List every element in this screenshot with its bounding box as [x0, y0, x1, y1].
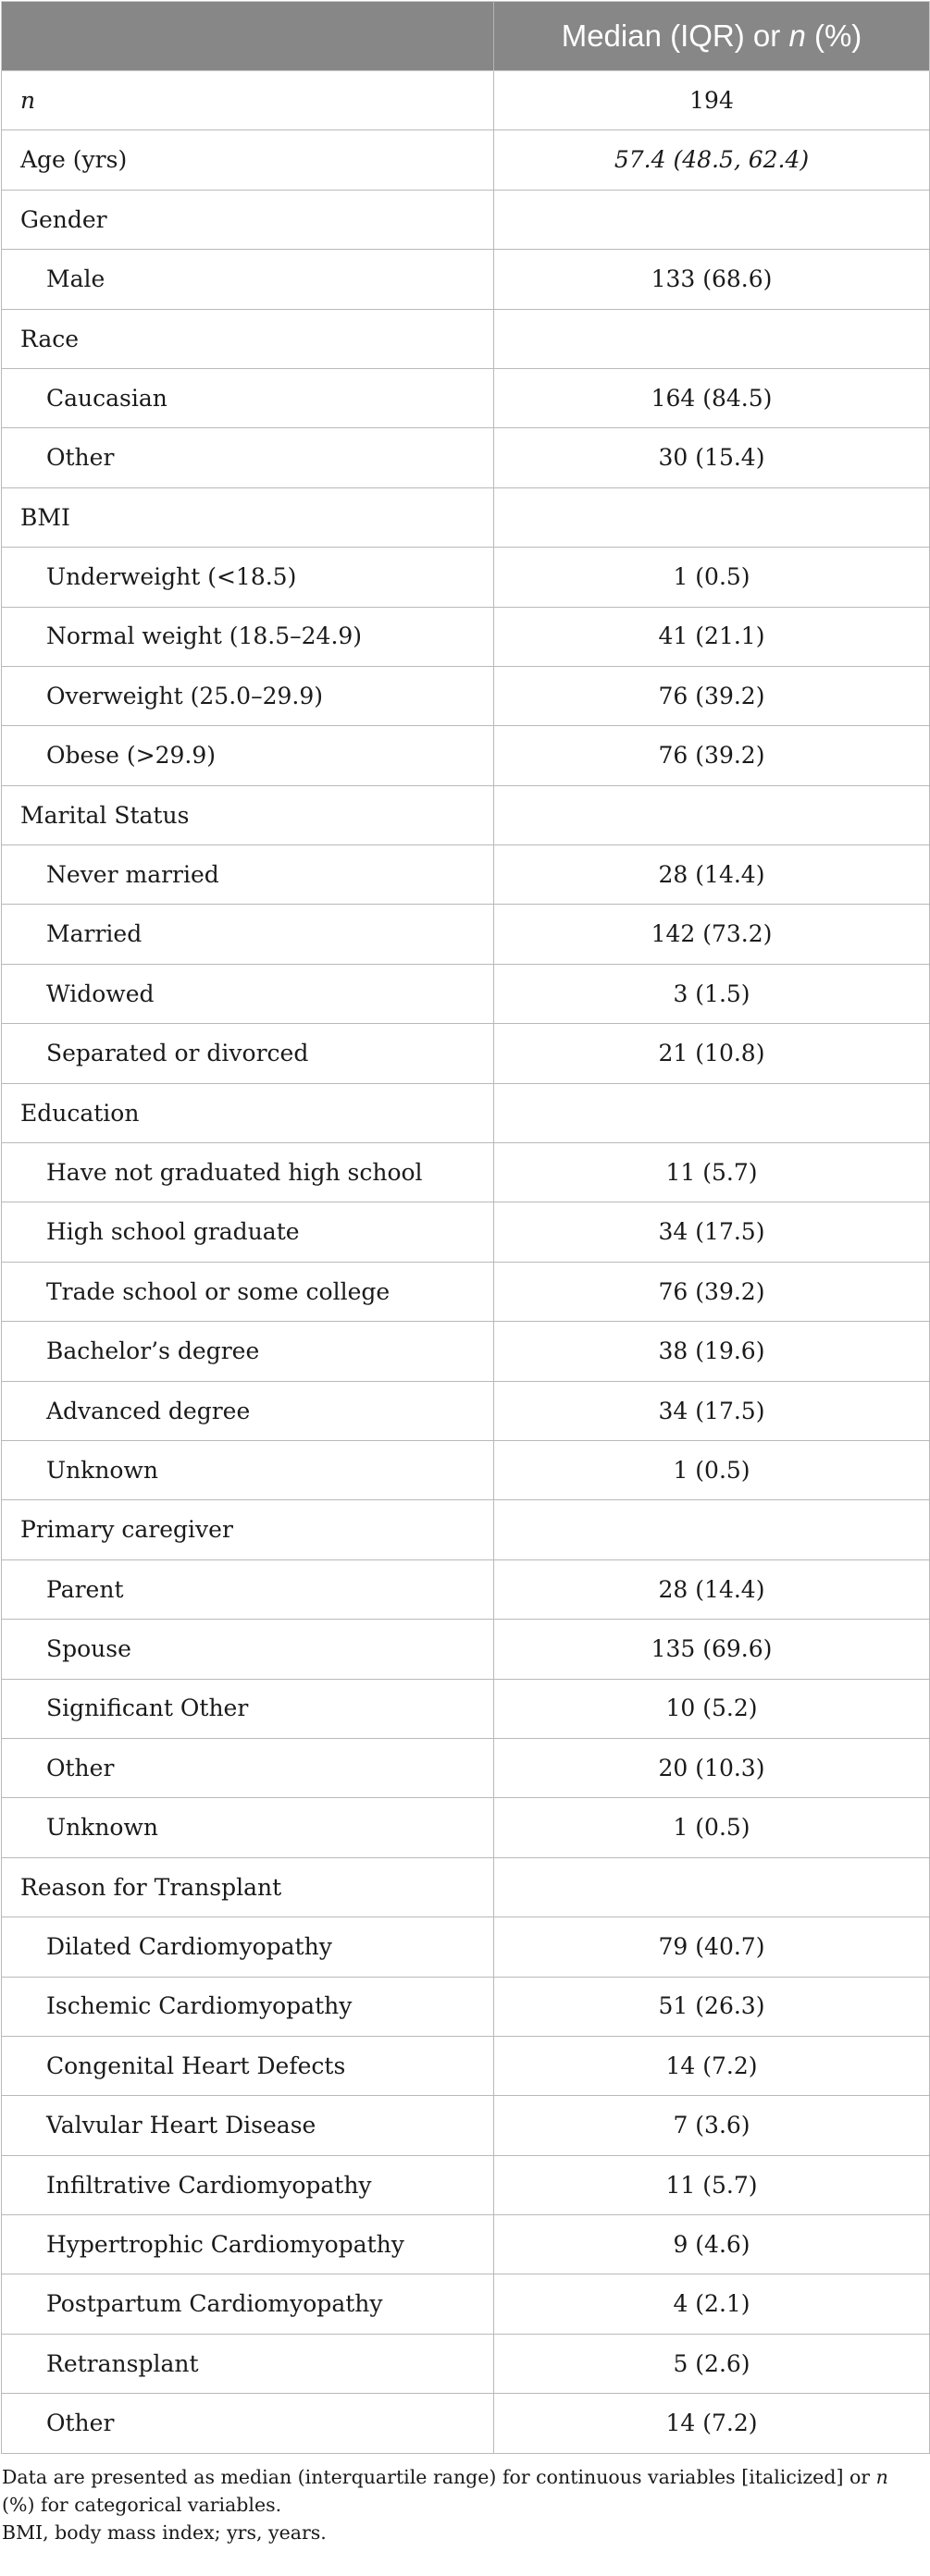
table-row: [2, 2036, 930, 2095]
group-label: Gender: [2, 190, 494, 249]
footnote-abbreviations: BMI, body mass index; yrs, years.: [2, 2521, 327, 2544]
row-label: Dilated Cardiomyopathy: [2, 1917, 494, 1977]
table-row: [2, 905, 930, 964]
row-value: 11 (5.7): [494, 2155, 930, 2214]
row-value: 76 (39.2): [494, 726, 930, 785]
group-label: Primary caregiver: [2, 1500, 494, 1559]
row-label: Separated or divorced: [2, 1024, 494, 1083]
table-row: [2, 2215, 930, 2274]
row-value: 1 (0.5): [494, 1798, 930, 1857]
table-group-row: [2, 1857, 930, 1917]
row-value: 194: [494, 71, 930, 130]
group-label: Reason for Transplant: [2, 1857, 494, 1917]
row-value: 7 (3.6): [494, 2096, 930, 2155]
row-label: Congenital Heart Defects: [2, 2036, 494, 2095]
row-label: Widowed: [2, 964, 494, 1023]
row-value: 76 (39.2): [494, 666, 930, 725]
row-value: 28 (14.4): [494, 845, 930, 905]
table-row: [2, 1381, 930, 1440]
row-value: 30 (15.4): [494, 428, 930, 487]
group-label: Race: [2, 309, 494, 368]
group-label: Marital Status: [2, 785, 494, 844]
table-row: [2, 964, 930, 1023]
table-row: [2, 1917, 930, 1977]
row-value: 11 (5.7): [494, 1143, 930, 1202]
footnote-line1-post: (%) for categorical variables.: [2, 2494, 282, 2516]
table-row: [2, 1559, 930, 1619]
header-text-pre: Median (IQR) or: [561, 18, 789, 53]
row-label: Other: [2, 1738, 494, 1797]
row-label: Parent: [2, 1559, 494, 1619]
table-group-row: [2, 190, 930, 249]
row-value: 79 (40.7): [494, 1917, 930, 1977]
header-text-n: n: [788, 18, 806, 53]
row-label: Married: [2, 905, 494, 964]
row-label: Significant Other: [2, 1679, 494, 1738]
table-row: [2, 1440, 930, 1499]
table-row: [2, 1322, 930, 1381]
row-value: [494, 1083, 930, 1142]
table-row: [2, 2096, 930, 2155]
table-row: [2, 607, 930, 666]
row-label: Obese (>29.9): [2, 726, 494, 785]
row-label: Advanced degree: [2, 1381, 494, 1440]
table-row: [2, 1143, 930, 1202]
row-value: 10 (5.2): [494, 1679, 930, 1738]
group-label: Education: [2, 1083, 494, 1142]
row-label: Unknown: [2, 1798, 494, 1857]
row-label: Infiltrative Cardiomyopathy: [2, 2155, 494, 2214]
table-row: [2, 130, 930, 190]
row-label: Retransplant: [2, 2334, 494, 2393]
table-row: [2, 1679, 930, 1738]
row-value: [494, 1500, 930, 1559]
footnote-line1-n: n: [875, 2466, 888, 2488]
row-label: Male: [2, 250, 494, 309]
row-label: Trade school or some college: [2, 1262, 494, 1321]
table-row: [2, 548, 930, 607]
row-value: 14 (7.2): [494, 2394, 930, 2453]
row-label: Valvular Heart Disease: [2, 2096, 494, 2155]
row-label: Ischemic Cardiomyopathy: [2, 1977, 494, 2036]
row-value: [494, 785, 930, 844]
table-row: [2, 368, 930, 427]
table-row: [2, 1202, 930, 1262]
row-value: 20 (10.3): [494, 1738, 930, 1797]
row-value: 142 (73.2): [494, 905, 930, 964]
row-label: Other: [2, 2394, 494, 2453]
table-row: [2, 71, 930, 130]
table-group-row: [2, 1083, 930, 1142]
row-value: 76 (39.2): [494, 1262, 930, 1321]
table-row: [2, 2155, 930, 2214]
table-row: [2, 1262, 930, 1321]
row-label: High school graduate: [2, 1202, 494, 1262]
table-group-row: [2, 309, 930, 368]
row-label: Never married: [2, 845, 494, 905]
row-label: Caucasian: [2, 368, 494, 427]
row-label: Hypertrophic Cardiomyopathy: [2, 2215, 494, 2274]
demographics-table-container: [1, 1, 929, 2454]
row-value: 133 (68.6): [494, 250, 930, 309]
table-row: [2, 2394, 930, 2453]
table-row: [2, 1620, 930, 1679]
row-value: 4 (2.1): [494, 2274, 930, 2334]
header-value-column: [494, 2, 930, 71]
row-label: Age (yrs): [2, 130, 494, 190]
table-row: [2, 726, 930, 785]
row-label: Normal weight (18.5–24.9): [2, 607, 494, 666]
footnote-line1-pre: Data are presented as median (interquartile range) for continuous variables [italicized] or: [2, 2466, 876, 2488]
row-label: Postpartum Cardiomyopathy: [2, 2274, 494, 2334]
table-row: [2, 1024, 930, 1083]
row-value: 9 (4.6): [494, 2215, 930, 2274]
row-label: n: [2, 71, 494, 130]
table-group-row: [2, 1500, 930, 1559]
table-header-row: [2, 2, 930, 71]
table-footnotes: [2, 2463, 918, 2546]
row-value: 1 (0.5): [494, 1440, 930, 1499]
row-label: Have not graduated high school: [2, 1143, 494, 1202]
row-value: 14 (7.2): [494, 2036, 930, 2095]
row-value: 28 (14.4): [494, 1559, 930, 1619]
row-value: 57.4 (48.5, 62.4): [494, 130, 930, 190]
row-value: 3 (1.5): [494, 964, 930, 1023]
row-label: Bachelor’s degree: [2, 1322, 494, 1381]
demographics-table: [1, 1, 930, 2454]
table-row: [2, 428, 930, 487]
row-label: Spouse: [2, 1620, 494, 1679]
header-label-column: [2, 2, 494, 71]
row-value: 135 (69.6): [494, 1620, 930, 1679]
row-value: 41 (21.1): [494, 607, 930, 666]
row-value: [494, 487, 930, 547]
row-value: 51 (26.3): [494, 1977, 930, 2036]
row-label: Overweight (25.0–29.9): [2, 666, 494, 725]
table-group-row: [2, 785, 930, 844]
row-value: 34 (17.5): [494, 1202, 930, 1262]
table-row: [2, 1738, 930, 1797]
row-label: Underweight (<18.5): [2, 548, 494, 607]
footnote-data-presentation: [2, 2463, 918, 2519]
row-label: Other: [2, 428, 494, 487]
row-value: [494, 309, 930, 368]
table-row: [2, 845, 930, 905]
table-row: [2, 2274, 930, 2334]
row-value: [494, 190, 930, 249]
table-row: [2, 2334, 930, 2393]
table-row: [2, 1977, 930, 2036]
group-label: BMI: [2, 487, 494, 547]
row-value: [494, 1857, 930, 1917]
table-body: [2, 71, 930, 2454]
table-group-row: [2, 487, 930, 547]
row-value: 21 (10.8): [494, 1024, 930, 1083]
row-value: 1 (0.5): [494, 548, 930, 607]
table-row: [2, 1798, 930, 1857]
row-value: 38 (19.6): [494, 1322, 930, 1381]
row-value: 5 (2.6): [494, 2334, 930, 2393]
row-value: 164 (84.5): [494, 368, 930, 427]
row-label: Unknown: [2, 1440, 494, 1499]
header-text-post: (%): [805, 18, 862, 53]
row-value: 34 (17.5): [494, 1381, 930, 1440]
table-row: [2, 666, 930, 725]
table-row: [2, 250, 930, 309]
